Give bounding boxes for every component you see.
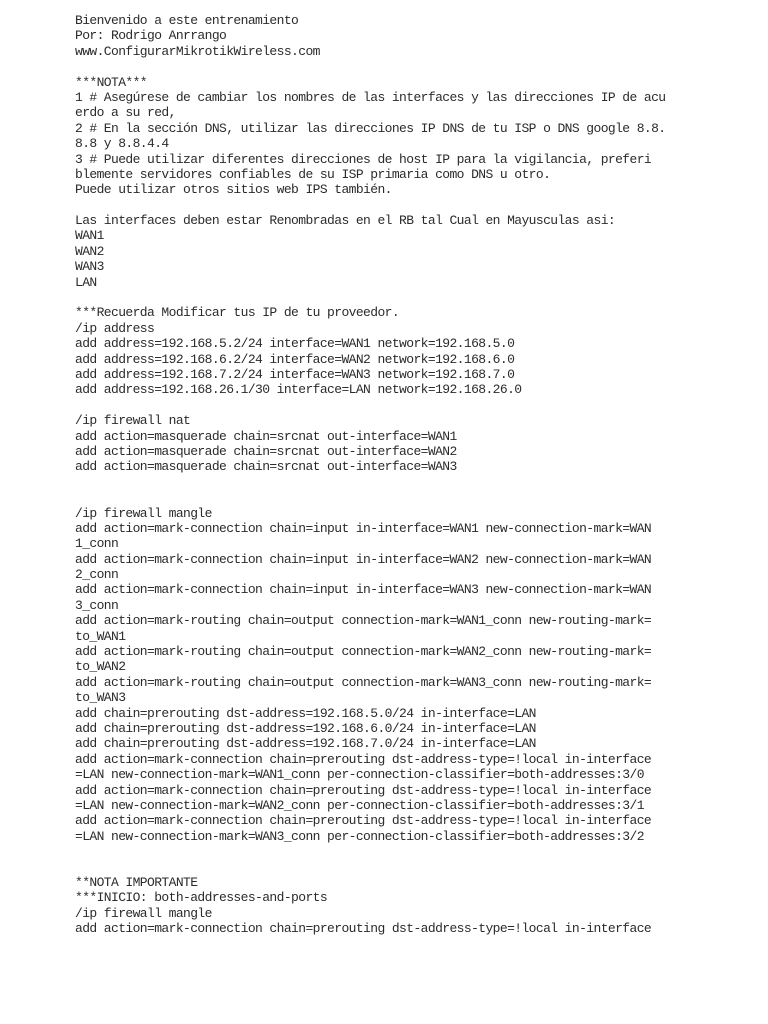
text-line: =LAN new-connection-mark=WAN1_conn per-connection-classifier=both-addresses:3/0 [75, 767, 644, 783]
text-line: add action=masquerade chain=srcnat out-interface=WAN1 [75, 428, 457, 444]
text-line [75, 59, 715, 74]
text-line: 3_conn [75, 597, 119, 613]
text-line: add chain=prerouting dst-address=192.168.5.0/24 in-interface=LAN [75, 705, 536, 721]
text-line: 1_conn [75, 536, 119, 552]
text-line: ***INICIO: both-addresses-and-ports [75, 890, 328, 906]
text-line: to_WAN2 [75, 659, 126, 675]
text-line: **NOTA IMPORTANTE [75, 874, 198, 890]
text-line: add action=mark-routing chain=output connection-mark=WAN1_conn new-routing-mark= [75, 613, 652, 629]
text-line: 2 # En la sección DNS, utilizar las direcciones IP DNS de tu ISP o DNS google 8.8. [75, 120, 666, 136]
text-line: add address=192.168.5.2/24 interface=WAN1 network=192.168.5.0 [75, 336, 515, 352]
document-page [75, 13, 715, 936]
text-line: Las interfaces deben estar Renombradas en el RB tal Cual en Mayusculas asi: [75, 213, 616, 229]
text-line: add chain=prerouting dst-address=192.168.7.0/24 in-interface=LAN [75, 736, 536, 752]
text-line [75, 398, 715, 413]
text-line: 1 # Asegúrese de cambiar los nombres de las interfaces y las direcciones IP de acu [75, 89, 666, 105]
text-line: add chain=prerouting dst-address=192.168.6.0/24 in-interface=LAN [75, 720, 536, 736]
text-line [75, 490, 715, 505]
text-line: ***Recuerda Modificar tus IP de tu proveedor. [75, 305, 400, 321]
text-line: blemente servidores confiables de su ISP primaria como DNS u otro. [75, 166, 551, 182]
text-line: www.ConfigurarMikrotikWireless.com [75, 43, 320, 59]
text-line: add action=mark-connection chain=prerouting dst-address-type=!local in-interface [75, 782, 652, 798]
text-line: add action=mark-connection chain=input in-interface=WAN2 new-connection-mark=WAN [75, 551, 652, 567]
text-line [75, 475, 715, 490]
text-line: add action=mark-routing chain=output connection-mark=WAN2_conn new-routing-mark= [75, 644, 652, 660]
text-line: Por: Rodrigo Anrrango [75, 28, 227, 44]
text-line: =LAN new-connection-mark=WAN3_conn per-connection-classifier=both-addresses:3/2 [75, 828, 644, 844]
text-line [75, 844, 715, 859]
text-line: =LAN new-connection-mark=WAN2_conn per-connection-classifier=both-addresses:3/1 [75, 797, 644, 813]
text-line: add action=mark-connection chain=input in-interface=WAN3 new-connection-mark=WAN [75, 582, 652, 598]
text-line: 8.8 y 8.8.4.4 [75, 136, 169, 152]
text-line: add action=mark-routing chain=output connection-mark=WAN3_conn new-routing-mark= [75, 674, 652, 690]
text-line: add address=192.168.26.1/30 interface=LAN network=192.168.26.0 [75, 382, 522, 398]
text-line: add action=masquerade chain=srcnat out-interface=WAN2 [75, 443, 457, 459]
text-line: WAN1 [75, 228, 104, 244]
text-line: add action=mark-connection chain=prerouting dst-address-type=!local in-interface [75, 921, 652, 937]
text-line: add action=masquerade chain=srcnat out-interface=WAN3 [75, 459, 457, 475]
text-line: 2_conn [75, 567, 119, 583]
text-line: /ip firewall nat [75, 413, 191, 429]
text-line: /ip firewall mangle [75, 905, 212, 921]
text-line [75, 198, 715, 213]
text-line: add address=192.168.6.2/24 interface=WAN2 network=192.168.6.0 [75, 351, 515, 367]
text-line [75, 290, 715, 305]
text-line: Puede utilizar otros sitios web IPS también. [75, 182, 392, 198]
text-line [75, 859, 715, 874]
text-line: add address=192.168.7.2/24 interface=WAN3 network=192.168.7.0 [75, 366, 515, 382]
text-line: erdo a su red, [75, 105, 176, 121]
text-line: add action=mark-connection chain=prerouting dst-address-type=!local in-interface [75, 813, 652, 829]
text-line: add action=mark-connection chain=prerouting dst-address-type=!local in-interface [75, 751, 652, 767]
text-line: to_WAN1 [75, 628, 126, 644]
text-line: LAN [75, 274, 97, 290]
text-line: WAN3 [75, 259, 104, 275]
text-line: /ip firewall mangle [75, 505, 212, 521]
text-line: Bienvenido a este entrenamiento [75, 13, 299, 28]
text-line: 3 # Puede utilizar diferentes direcciones de host IP para la vigilancia, preferi [75, 151, 652, 167]
text-line: ***NOTA*** [75, 74, 148, 90]
text-line: add action=mark-connection chain=input in-interface=WAN1 new-connection-mark=WAN [75, 520, 652, 536]
text-line: /ip address [75, 320, 155, 336]
text-line: to_WAN3 [75, 690, 126, 706]
text-line: WAN2 [75, 243, 104, 259]
